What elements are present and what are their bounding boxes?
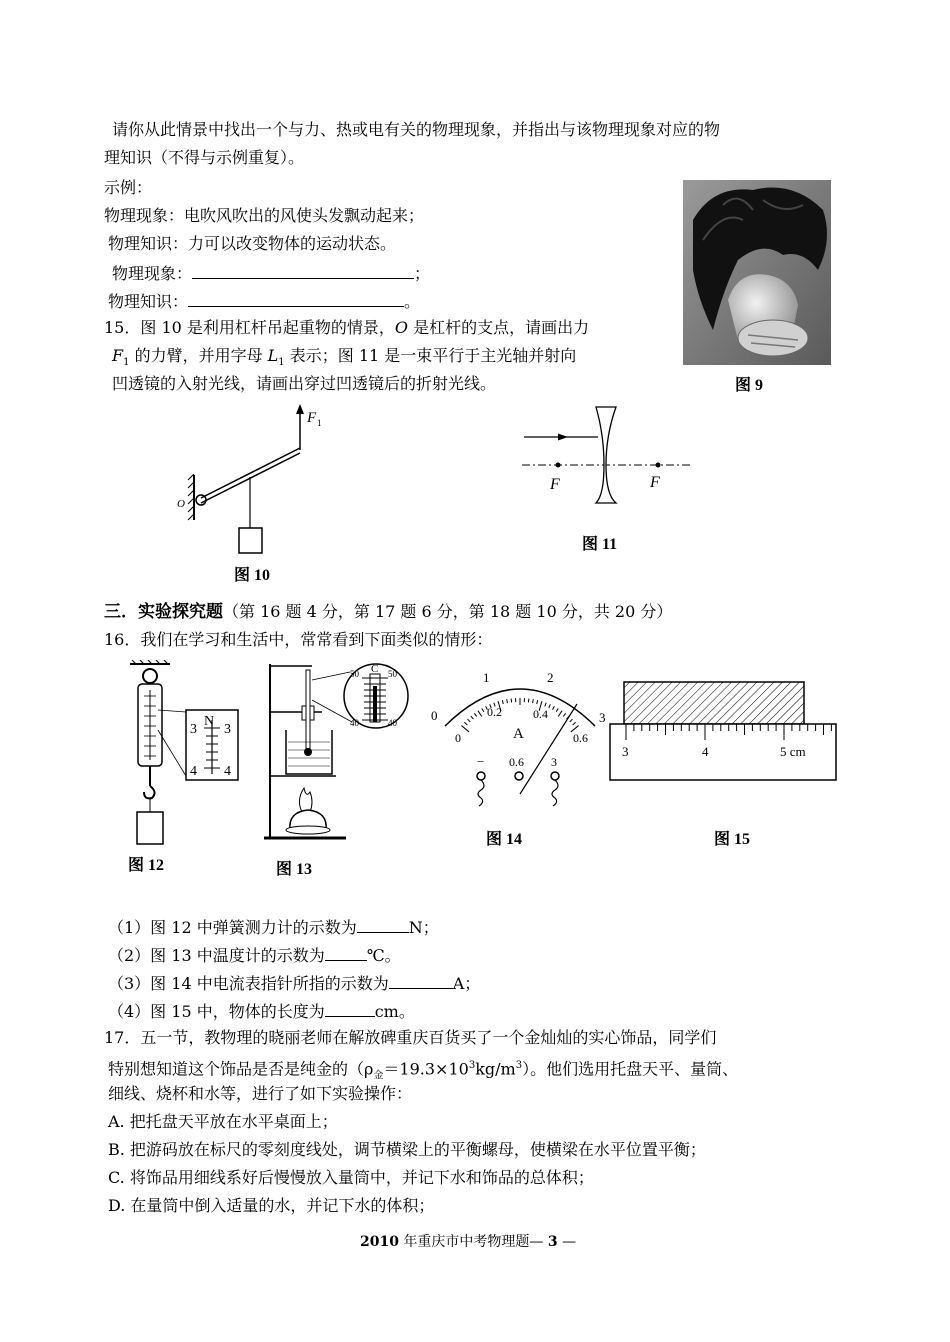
section3-heading [104,602,672,622]
force-label-sub: 1 [317,418,322,428]
scale-bot-0: 0 [455,731,461,745]
fill-knowledge-label: 物理知识： [108,292,189,311]
concave-lens [596,407,616,503]
q15-line-1 [104,318,589,338]
section3-note: （第 16 题 4 分，第 17 题 6 分，第 18 题 10 分，共 20 分） [223,602,673,621]
intro-line-1: 请你从此情景中找出一个与力、热或电有关的物理现象，并指出与该物理现象对应的物 [112,120,721,139]
q16-p1-unit: N； [408,918,439,937]
page-number: 3 [547,1234,558,1250]
scale-top-0: 0 [431,708,438,723]
q17-unit-exp: 3 [515,1060,523,1071]
ammeter-tick [468,719,471,722]
zoom-tick-50-left: 50 [350,669,359,679]
page-footer [360,1232,576,1252]
footer-tail: — [557,1234,577,1250]
q16-p3-unit: A； [452,974,481,993]
zoom-tick-4-left: 4 [190,764,197,779]
q16-p4-unit: cm。 [374,1002,415,1021]
force-label: F [307,410,317,426]
q15-text-b: 是杠杆的支点，请画出力 [408,318,590,337]
ammeter-tick [563,713,565,716]
terminal-0.6[interactable] [515,772,523,780]
scale-top-3: 3 [599,710,606,725]
ray-arrowhead [558,434,568,441]
dial-arc [445,689,595,726]
fig13-heating-apparatus [262,660,412,850]
terminal-minus-label: − [477,754,485,769]
q16-p2-unit: ℃。 [366,946,401,965]
force-arrowhead [296,404,304,414]
answer-blank-force[interactable] [357,916,409,933]
q17-density-sub: 金 [373,1070,384,1082]
terminal-minus[interactable] [477,772,485,780]
thermometer [306,670,310,750]
ruler-label-3: 3 [622,744,629,759]
ammeter-tick [556,708,558,711]
q16-part-4 [108,1000,415,1022]
fig11-caption: 图 11 [582,536,618,553]
ruler-label-4: 4 [702,744,709,759]
zoom-tick-3-right: 3 [224,722,231,737]
pivot-label: O [177,498,185,510]
ammeter-tick [461,726,469,732]
hook [144,786,155,798]
example-phenomenon: 物理现象：电吹风吹出的风使头发飘动起来； [104,206,425,225]
q15-text-a: 15．图 10 是利用杠杆吊起重物的情景， [104,318,395,337]
fig11-lens-diagram [520,405,695,505]
q16-part-1 [108,916,439,938]
q15-text-d: 表示；图 11 是一束平行于主光轴并射向 [284,346,577,365]
ammeter-tick [553,706,555,710]
terminal-0.6-label: 0.6 [509,755,524,769]
ammeter-tick [478,711,482,717]
fill-phenomenon [112,262,430,284]
zoom-tick-40-right: 40 [388,718,397,728]
ammeter-tick [474,713,476,716]
scale-top-2: 2 [547,670,554,685]
answer-blank-length[interactable] [325,1000,375,1017]
focus-right-label: F [650,474,660,491]
q15-arm-symbol: L [267,346,279,365]
hair-dryer-photo-image [683,180,831,365]
focus-left-label: F [550,476,560,493]
q17-unit: kg/m [475,1059,516,1079]
ammeter-tick [507,699,508,703]
section3-title: 三．实验探究题 [104,602,223,622]
lamp-base [286,826,330,834]
q16-stem: 16．我们在学习和生活中，常常看到下面类似的情形： [104,630,493,649]
answer-blank-phenomenon[interactable] [192,262,414,279]
terminal-3-label: 3 [551,755,557,769]
footer-year: 2010 [360,1234,399,1250]
q16-part-3 [108,972,480,994]
ammeter-unit: A [513,726,524,742]
thermometer-bulb [304,748,312,756]
zoom-liquid [373,686,377,722]
ammeter-tick [558,711,562,717]
ammeter-tick [482,708,484,711]
intro-line-2: 理知识（不得与示例重复）。 [104,148,305,167]
zoom-unit: N [204,714,215,729]
ammeter-tick [537,700,538,704]
q15-text-c: 的力臂，并用字母 [129,346,268,365]
ammeter-tick [573,722,576,725]
fill-phenomenon-end: ； [414,264,431,283]
q17-step-d: D. 在量筒中倒入适量的水，并记下水的体积； [108,1196,435,1215]
q16-part-2 [108,944,401,966]
answer-blank-knowledge[interactable] [188,290,404,307]
scale-bot-0.6: 0.6 [573,731,588,745]
focus-right-dot [656,463,661,468]
ammeter-tick [549,704,551,708]
fig9-photo [683,180,831,365]
q17-density-value: ＝19.3×10 [383,1059,469,1079]
fig12-caption: 图 12 [128,857,165,874]
fig15-ruler-diagram [608,678,840,784]
fig14-ammeter [425,664,615,814]
fig13-caption: 图 13 [276,861,313,878]
ammeter-tick [471,716,474,719]
q16-p4-text: （4）图 15 中，物体的长度为 [108,1002,325,1021]
fig10-lever-diagram [168,400,338,560]
example-label: 示例： [104,178,153,197]
q17-step-c: C. 将饰品用细线系好后慢慢放入量筒中，并记下水和饰品的总体积； [108,1168,594,1187]
q16-p3-text: （3）图 14 中电流表指针所指的示数为 [108,974,389,993]
fig9-caption: 图 9 [735,377,764,394]
zoom-tick-50-right: 50 [388,669,397,679]
zoom-line-top [312,672,350,680]
q15-force-sub: 1 [123,357,130,369]
ruler-label-5cm: 5 cm [780,744,806,759]
q17-line-2 [108,1056,738,1087]
ammeter-tick [464,722,467,725]
ammeter-tick [545,703,546,707]
q16-p2-text: （2）图 13 中温度计的示数为 [108,946,325,965]
q17-tools-text: ）。他们选用托盘天平、量筒、 [522,1059,739,1079]
q17-line-3: 细线、烧杯和水等，进行了如下实验操作： [108,1084,413,1103]
fig15-caption: 图 15 [714,831,751,848]
zoom-unit: C [371,663,379,675]
weight-block [137,812,163,844]
terminal-3[interactable] [551,772,559,780]
ammeter-tick [570,719,573,722]
hanging-ring [143,669,157,683]
fig12-spring-scale [118,660,248,850]
heavy-block [239,528,262,553]
ammeter-needle [520,704,577,794]
measured-object [624,682,804,724]
q17-step-b: B. 把游码放在标尺的零刻度线处，调节横梁上的平衡螺母，使横梁在水平位置平衡； [108,1140,706,1159]
scale-bot-0.4: 0.4 [533,707,548,721]
q15-pivot-symbol: O [394,318,409,337]
example-knowledge: 物理知识：力可以改变物体的运动状态。 [108,234,397,253]
fill-phenomenon-label: 物理现象： [112,264,193,283]
q15-line-2 [112,346,576,373]
q17-step-a: A. 把托盘天平放在水平桌面上； [108,1112,338,1131]
q15-arm-sub: 1 [278,357,285,369]
focus-left-dot [556,463,561,468]
scale-bot-0.2: 0.2 [487,705,502,719]
fill-knowledge-end: 。 [404,292,421,311]
zoom-tick-3-left: 3 [190,722,197,737]
wire-3 [552,780,558,806]
q15-force-symbol: F [112,346,124,365]
answer-blank-temperature[interactable] [325,944,367,961]
q16-p1-text: （1）图 12 中弹簧测力计的示数为 [108,918,357,937]
zoom-tick-40-left: 40 [350,718,359,728]
answer-blank-current[interactable] [389,972,453,989]
ammeter-tick [502,700,503,704]
footer-text: 年重庆市中考物理题— [398,1234,548,1250]
zoom-tick-4-right: 4 [224,764,231,779]
fill-knowledge [108,290,420,312]
q15-line-3: 凹透镜的入射光线，请画出穿过凹透镜后的折射光线。 [112,374,497,393]
q17-density-text: 特别想知道这个饰品是否是纯金的（ρ [108,1059,374,1079]
wire-minus [478,780,484,806]
fig10-caption: 图 10 [234,567,271,584]
scale-top-1: 1 [483,670,490,685]
flame [299,788,312,812]
fig14-caption: 图 14 [486,831,523,848]
ammeter-tick [533,699,534,703]
q17-line-1: 17．五一节，教物理的晓丽老师在解放碑重庆百货买了一个金灿灿的实心饰品，同学们 [104,1028,717,1047]
q17-exp: 3 [468,1060,476,1071]
